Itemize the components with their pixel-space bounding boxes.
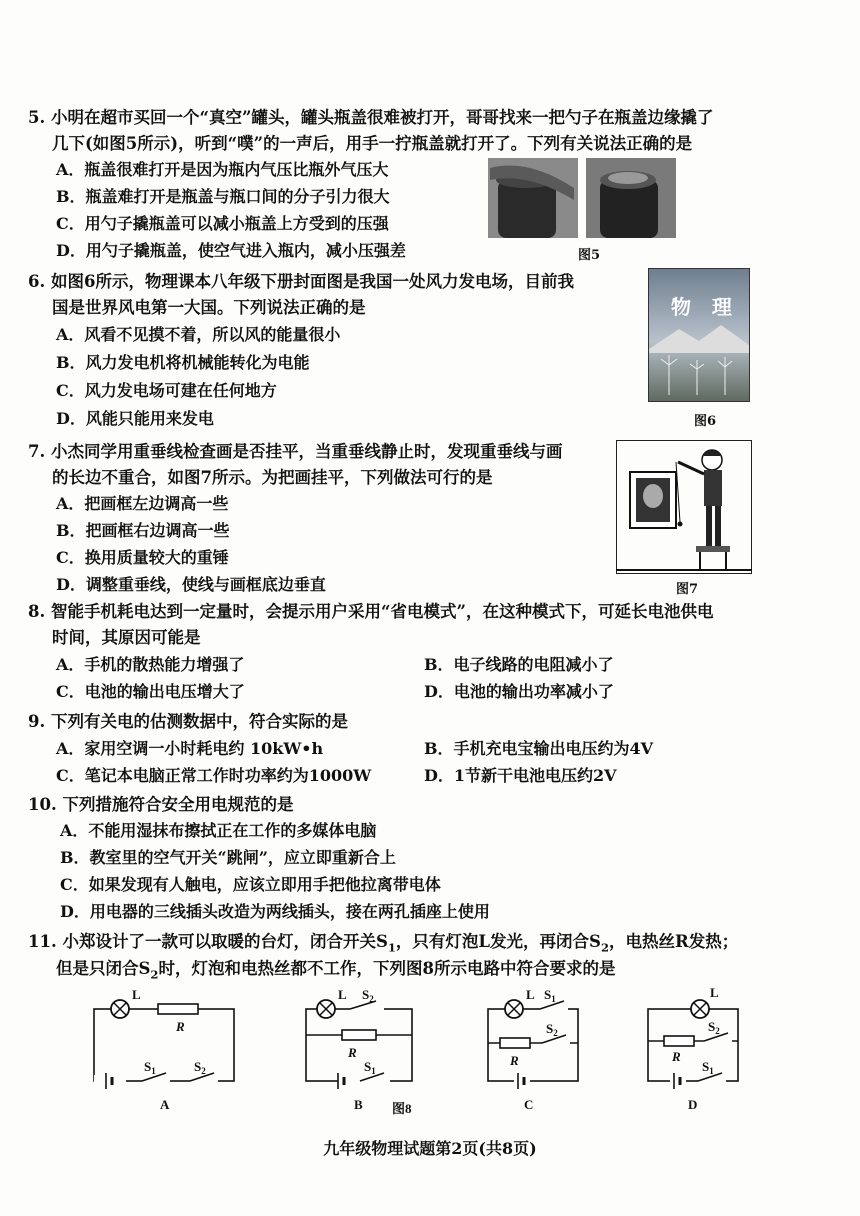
s-letter: S xyxy=(702,1059,710,1074)
circuit-a-letter: A xyxy=(160,1097,170,1112)
q8-stem-line2: 时间，其原因可能是 xyxy=(52,628,201,647)
q7-figure-caption: 图7 xyxy=(676,582,699,597)
wind-turbines-icon xyxy=(649,269,749,401)
q9-option-c: C．笔记本电脑正常工作时功率约为1000W xyxy=(56,766,372,785)
q6-stem-line2: 国是世界风电第一大国。下列说法正确的是 xyxy=(52,298,366,317)
q7-option-c: C．换用质量较大的重锤 xyxy=(56,548,229,567)
q7-option-b: B．把画框右边调高一些 xyxy=(56,521,230,540)
circuit-d-resistor-label: R xyxy=(672,1049,681,1064)
q11-sub-1a: 1 xyxy=(387,940,396,955)
circuit-c-s1-label xyxy=(544,987,556,1004)
q11-text-1c: ，电热丝R发热； xyxy=(609,932,739,951)
q7-stem-line2: 的长边不重合，如图7所示。为把画挂平，下列做法可行的是 xyxy=(52,468,493,487)
q5-figure-caption: 图5 xyxy=(578,248,601,263)
circuit-d-letter: D xyxy=(688,1097,698,1112)
q9-stem: 9. 下列有关电的估测数据中，符合实际的是 xyxy=(28,712,348,731)
q6-option-b: B．风力发电机将机械能转化为电能 xyxy=(56,353,310,372)
q6-figure-caption: 图6 xyxy=(694,414,717,429)
circuit-a-resistor-label: R xyxy=(176,1019,185,1034)
s-sub: 2 xyxy=(553,1028,558,1038)
q5-stem-line2: 几下(如图5所示)，听到“噗”的一声后，用手一拧瓶盖就打开了。下列有关说法正确的是 xyxy=(52,134,693,153)
q8-option-b: B．电子线路的电阻减小了 xyxy=(424,655,614,674)
circuit-c-s2-label xyxy=(546,1021,558,1038)
circuit-c-letter: C xyxy=(524,1097,534,1112)
s-sub: 1 xyxy=(551,994,556,1004)
q9-option-d: D．1节新干电池电压约2V xyxy=(424,766,617,785)
s-letter: S xyxy=(364,1059,372,1074)
s-letter: S xyxy=(544,987,552,1002)
s-sub: 1 xyxy=(151,1066,156,1076)
book-title: 物 理 xyxy=(671,295,732,319)
q5-figure-photos xyxy=(488,158,676,238)
q11-sub-2a: 2 xyxy=(150,967,159,982)
q9-option-b: B．手机充电宝输出电压约为4V xyxy=(424,739,654,758)
circuit-b-resistor-label: R xyxy=(348,1045,357,1060)
q7-figure-plumb-line xyxy=(616,440,752,574)
q7-option-a: A．把画框左边调高一些 xyxy=(56,494,229,513)
circuit-b-letter: B xyxy=(354,1097,363,1112)
q7-stem-line1: 7. 小杰同学用重垂线检查画是否挂平，当重垂线静止时，发现重垂线与画 xyxy=(28,442,563,461)
s-sub: 2 xyxy=(715,1026,720,1036)
circuit-a-s1-label xyxy=(144,1059,156,1076)
s-letter: S xyxy=(362,987,370,1002)
s-sub: 1 xyxy=(371,1066,376,1076)
q8-stem-line1: 8. 智能手机耗电达到一定量时，会提示用户采用“省电模式”，在这种模式下，可延长电池供电 xyxy=(28,602,714,621)
lamp-icon xyxy=(691,1000,709,1018)
circuit-b-lamp-label: L xyxy=(338,987,347,1002)
q5-option-d: D．用勺子撬瓶盖，使空气进入瓶内，减小压强差 xyxy=(56,241,406,260)
s-letter: S xyxy=(144,1059,152,1074)
q6-option-d: D．风能只能用来发电 xyxy=(56,409,214,428)
circuit-d-s2-label xyxy=(708,1019,720,1036)
circuit-d-s1-label xyxy=(702,1059,714,1076)
lamp-icon xyxy=(317,1000,335,1018)
q11-stem-line2 xyxy=(56,955,615,988)
q11-figure-caption: 图8 xyxy=(392,1101,412,1115)
q5-option-a: A．瓶盖很难打开是因为瓶内气压比瓶外气压大 xyxy=(56,160,389,179)
q11-text-1a: 11. 小郑设计了一款可以取暖的台灯，闭合开关S xyxy=(28,932,388,951)
circuit-c-lamp-label: L xyxy=(526,987,535,1002)
q6-figure-book-cover xyxy=(648,268,750,402)
page-footer: 九年级物理试题第2页(共8页) xyxy=(323,1139,537,1158)
q8-option-c: C．电池的输出电压增大了 xyxy=(56,682,245,701)
q11-text-2b: 时，灯泡和电热丝都不工作，下列图8所示电路中符合要求的是 xyxy=(158,959,616,978)
q7-option-d: D．调整重垂线，使线与画框底边垂直 xyxy=(56,575,326,594)
q6-stem-line1: 6. 如图6所示，物理课本八年级下册封面图是我国一处风力发电场，目前我 xyxy=(28,272,574,291)
q11-text-1b: ，只有灯泡L发光，再闭合S xyxy=(395,932,601,951)
circuit-a-lamp-label: L xyxy=(132,987,141,1002)
q11-text-2a: 但是只闭合S xyxy=(56,959,151,978)
q8-option-a: A．手机的散热能力增强了 xyxy=(56,655,245,674)
s-sub: 1 xyxy=(709,1066,714,1076)
circuit-a-s2-label xyxy=(194,1059,206,1076)
circuit-b-s1-label xyxy=(364,1059,376,1076)
q10-option-d: D．用电器的三线插头改造为两线插头，接在两孔插座上使用 xyxy=(60,902,490,921)
q5-stem-line1: 5. 小明在超市买回一个“真空”罐头，罐头瓶盖很难被打开，哥哥找来一把勺子在瓶盖边缘撬了 xyxy=(28,108,714,127)
s-sub: 2 xyxy=(369,994,374,1004)
q10-option-b: B．教室里的空气开关“跳闸”，应立即重新合上 xyxy=(60,848,396,867)
s-letter: S xyxy=(546,1021,554,1036)
lamp-icon xyxy=(505,1000,523,1018)
s-letter: S xyxy=(194,1059,202,1074)
q10-option-a: A．不能用湿抹布擦拭正在工作的多媒体电脑 xyxy=(60,821,377,840)
q10-stem: 10. 下列措施符合安全用电规范的是 xyxy=(28,795,294,814)
q6-option-a: A．风看不见摸不着，所以风的能量很小 xyxy=(56,325,341,344)
q6-option-c: C．风力发电场可建在任何地方 xyxy=(56,381,277,400)
q9-option-a: A．家用空调一小时耗电约 10kW•h xyxy=(56,739,324,758)
q5-option-c: C．用勺子撬瓶盖可以减小瓶盖上方受到的压强 xyxy=(56,214,389,233)
circuit-b-s2-label xyxy=(362,987,374,1004)
s-letter: S xyxy=(708,1019,716,1034)
q5-option-b: B．瓶盖难打开是瓶盖与瓶口间的分子引力很大 xyxy=(56,187,390,206)
circuit-d xyxy=(648,1009,738,1089)
q8-option-d: D．电池的输出功率减小了 xyxy=(424,682,614,701)
q11-sub-1b: 2 xyxy=(600,940,609,955)
lamp-icon xyxy=(111,1000,129,1018)
q10-option-c: C．如果发现有人触电，应该立即用手把他拉离带电体 xyxy=(60,875,441,894)
circuit-c xyxy=(488,1001,578,1089)
circuit-d-lamp-label: L xyxy=(710,985,719,1000)
s-sub: 2 xyxy=(201,1066,206,1076)
q11-figure-circuits xyxy=(80,985,780,1115)
circuit-c-resistor-label: R xyxy=(510,1053,519,1068)
